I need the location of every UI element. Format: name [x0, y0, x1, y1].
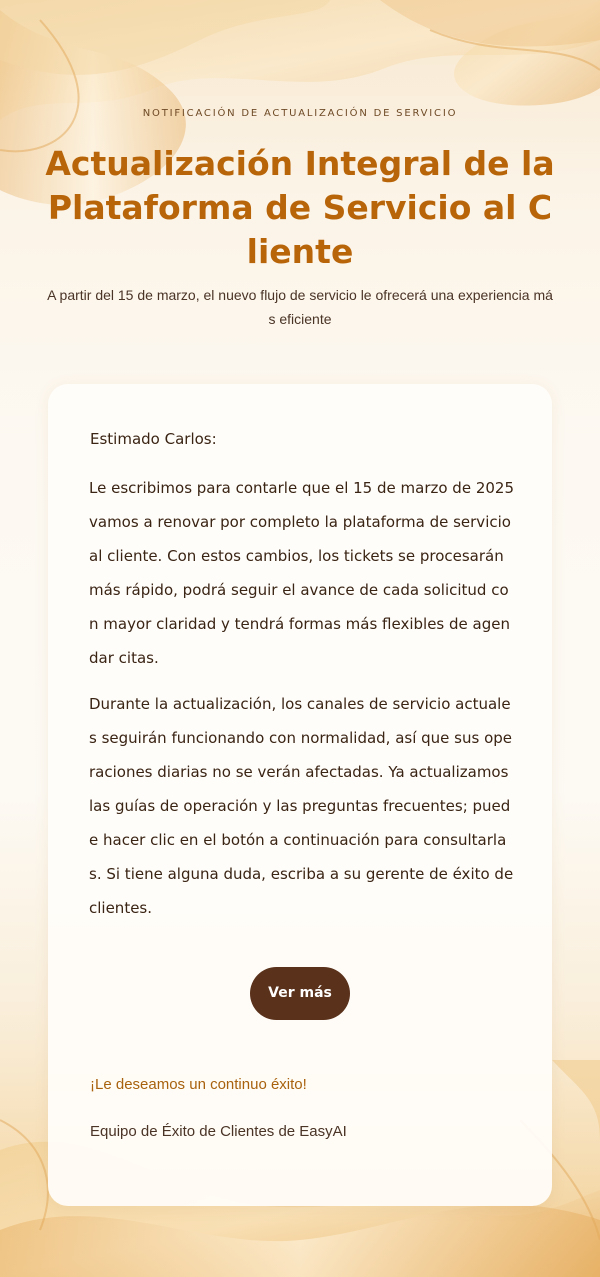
notification-label: NOTIFICACIÓN DE ACTUALIZACIÓN DE SERVICIO	[142, 108, 458, 119]
greeting: Estimado Carlos:	[90, 430, 217, 448]
subtitle: A partir del 15 de marzo, el nuevo flujo de servicio le ofrecerá una experiencia más eficiente	[47, 287, 553, 327]
page-title: Actualización Integral de la Plataforma de Servicio al Cliente	[45, 144, 555, 271]
closing-line: ¡Le deseamos un continuo éxito!	[90, 1076, 307, 1093]
body-paragraph: Durante la actualización, los canales de servicio actuales seguirán funcionando con normalidad, así que sus operaciones diarias no se verán afectadas. Ya actualizamos las guías de operación y las preguntas frecuentes; puede hacer clic en el botón a continuación para consultarlas. Si tiene alguna duda, escriba a su gerente de éxito de clientes.	[89, 695, 514, 917]
body-paragraph: Le escribimos para contarle que el 15 de marzo de 2025 vamos a renovar por completo la plataforma de servicio al cliente. Con estos cambios, los tickets se procesarán más rápido, podrá seguir el avance de cada solicitud con mayor claridad y tendrá formas más flexibles de agendar citas.	[89, 479, 514, 667]
signature: Equipo de Éxito de Clientes de EasyAI	[90, 1123, 347, 1140]
see-more-button[interactable]: Ver más	[250, 967, 350, 1020]
